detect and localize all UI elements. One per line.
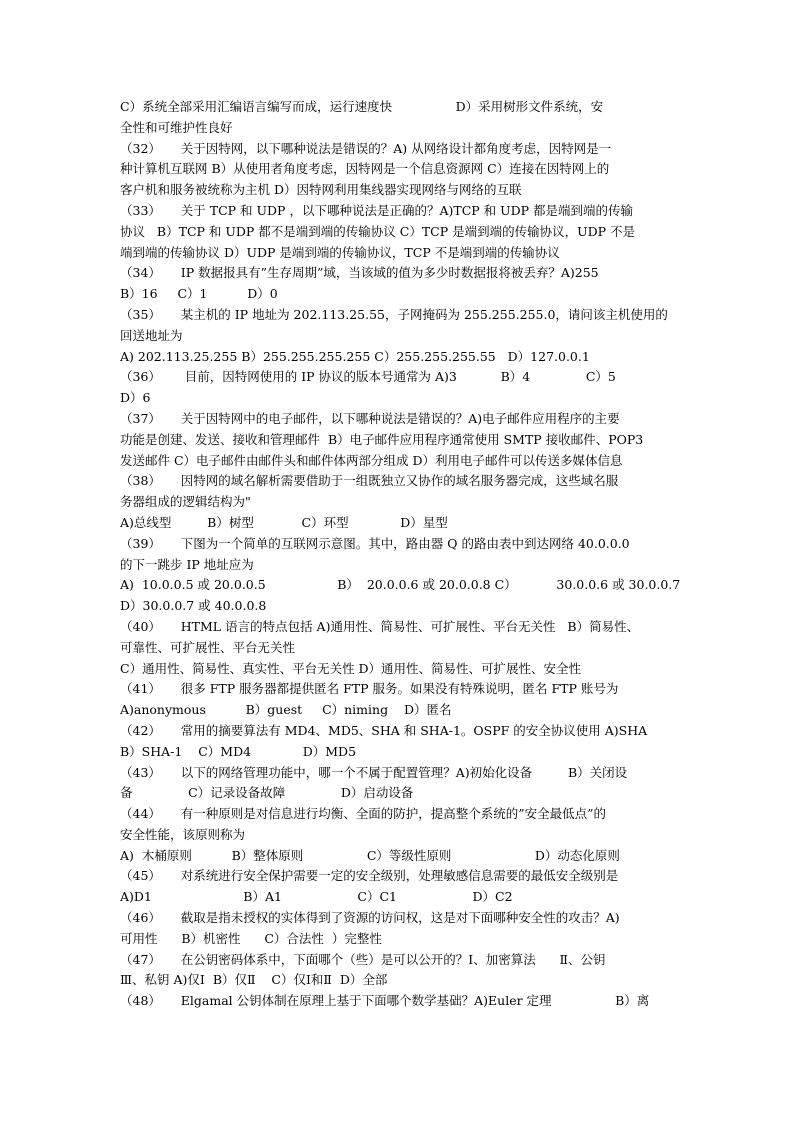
document-page: [120, 97, 680, 1012]
text-line: A) 202.113.25.255 B）255.255.255.255 C）255.255.255.55 D）127.0.0.1: [120, 348, 590, 364]
text-line: A)D1 B）A1 C）C1 D）C2: [120, 889, 513, 905]
text-line: （46） 截取是指未授权的实体得到了资源的访问权，这是对下面哪种安全性的攻击？A): [120, 910, 620, 926]
text-line: （36） 目前，因特网使用的 IP 协议的版本号通常为 A)3 B）4 C）5: [120, 369, 616, 385]
text-line: （44） 有一种原则是对信息进行均衡、全面的防护，提高整个系统的”安全最低点”的: [120, 806, 607, 822]
text-line: C）系统全部采用汇编语言编写而成，运行速度快 D）采用树形文件系统，安: [120, 99, 604, 114]
text-line: 全性和可维护性良好: [120, 119, 233, 135]
text-line: （41） 很多 FTP 服务器都提供匿名 FTP 服务。如果没有特殊说明，匿名 FTP 账号为: [120, 681, 619, 697]
text-line: （37） 关于因特网中的电子邮件，以下哪种说法是错误的？A)电子邮件应用程序的主要: [120, 410, 620, 426]
text-line: 可靠性、可扩展性、平台无关性: [120, 639, 296, 655]
text-line: 安全性能，该原则称为: [120, 826, 246, 842]
text-line: B）SHA-1 C）MD4 D）MD5: [120, 743, 357, 759]
text-line: （48） Elgamal 公钥体制在原理上基于下面哪个数学基础？A)Euler 定理 B）离: [120, 993, 650, 1009]
text-line: （43） 以下的网络管理功能中，哪一个不属于配置管理？A)初始化设备 B）关闭设: [120, 764, 628, 780]
text-line: 协议 B）TCP 和 UDP 都不是端到端的传输协议 C）TCP 是端到端的传输协议，UDP 不是: [120, 223, 636, 239]
text-line: 种计算机互联网 B）从使用者角度考虑，因特网是一个信息资源网 C）连接在因特网上的: [120, 161, 610, 177]
text-line: （38） 因特网的域名解析需要借助于一组既独立又协作的域名服务器完成，这些域名服: [120, 473, 619, 489]
text-line: （34） IP 数据报具有”生存周期”域，当该域的值为多少时数据报将被丢弃？A)255: [120, 265, 599, 281]
text-line: A) 木桶原则 B）整体原则 C）等级性原则 D）动态化原则: [120, 847, 620, 863]
text-line: （42） 常用的摘要算法有 MD4、MD5、SHA 和 SHA-1。OSPF 的安全协议使用 A)SHA: [120, 722, 648, 738]
text-line: 端到端的传输协议 D）UDP 是端到端的传输协议，TCP 不是端到端的传输协议: [120, 244, 560, 260]
text-line: C）通用性、简易性、真实性、平台无关性 D）通用性、简易性、可扩展性、安全性: [120, 660, 582, 676]
text-line: 的下一跳步 IP 地址应为: [120, 556, 254, 572]
text-line: （47） 在公钥密码体系中，下面哪个（些）是可以公开的？Ⅰ、加密算法 Ⅱ、公钥: [120, 951, 606, 967]
text-line: 务器组成的逻辑结构为": [120, 494, 251, 510]
text-line: B）16 C）1 D）0: [120, 286, 278, 302]
text-line: D）30.0.0.7 或 40.0.0.8: [120, 598, 267, 614]
text-line: （45） 对系统进行安全保护需要一定的安全级别，处理敏感信息需要的最低安全级别是: [120, 868, 619, 884]
text-line: 客户机和服务被统称为主机 D）因特网利用集线器实现网络与网络的互联: [120, 182, 522, 198]
text-line: （40） HTML 语言的特点包括 A)通用性、简易性、可扩展性、平台无关性 B）简易性、: [120, 618, 640, 634]
text-line: A) 10.0.0.5 或 20.0.0.5 B） 20.0.0.6 或 20.0.0.8 C） 30.0.0.6 或 30.0.0.7: [120, 577, 680, 593]
text-line: 回送地址为: [120, 327, 183, 343]
text-line: （39） 下图为一个简单的互联网示意图。其中，路由器 Q 的路由表中到达网络 40.0.0.0: [120, 535, 630, 551]
text-line: Ⅲ、私钥 A)仅Ⅰ B）仅Ⅱ C）仅Ⅰ和Ⅱ D）全部: [120, 972, 388, 988]
text-line: A)anonymous B）guest C）niming D）匿名: [120, 702, 452, 718]
text-line: 可用性 B）机密性 C）合法性 ）完整性: [120, 930, 382, 946]
text-line: A)总线型 B）树型 C）环型 D）星型: [120, 514, 448, 530]
text-line: 功能是创建、发送、接收和管理邮件 B）电子邮件应用程序通常使用 SMTP 接收邮件、POP3: [120, 431, 644, 447]
text-line: D）6: [120, 390, 151, 406]
text-line: （35） 某主机的 IP 地址为 202.113.25.55，子网掩码为 255.255.255.0，请问该主机使用的: [120, 306, 668, 322]
text-line: （32） 关于因特网，以下哪种说法是错误的？A) 从网络设计都角度考虑，因特网是一: [120, 140, 612, 156]
text-line: 备 C）记录设备故障 D）启动设备: [120, 785, 414, 801]
text-line: （33） 关于 TCP 和 UDP ，以下哪种说法是正确的？A)TCP 和 UDP 都是端到端的传输: [120, 202, 634, 218]
text-line: 发送邮件 C）电子邮件由邮件头和邮件体两部分组成 D）利用电子邮件可以传送多媒体信息: [120, 452, 623, 468]
